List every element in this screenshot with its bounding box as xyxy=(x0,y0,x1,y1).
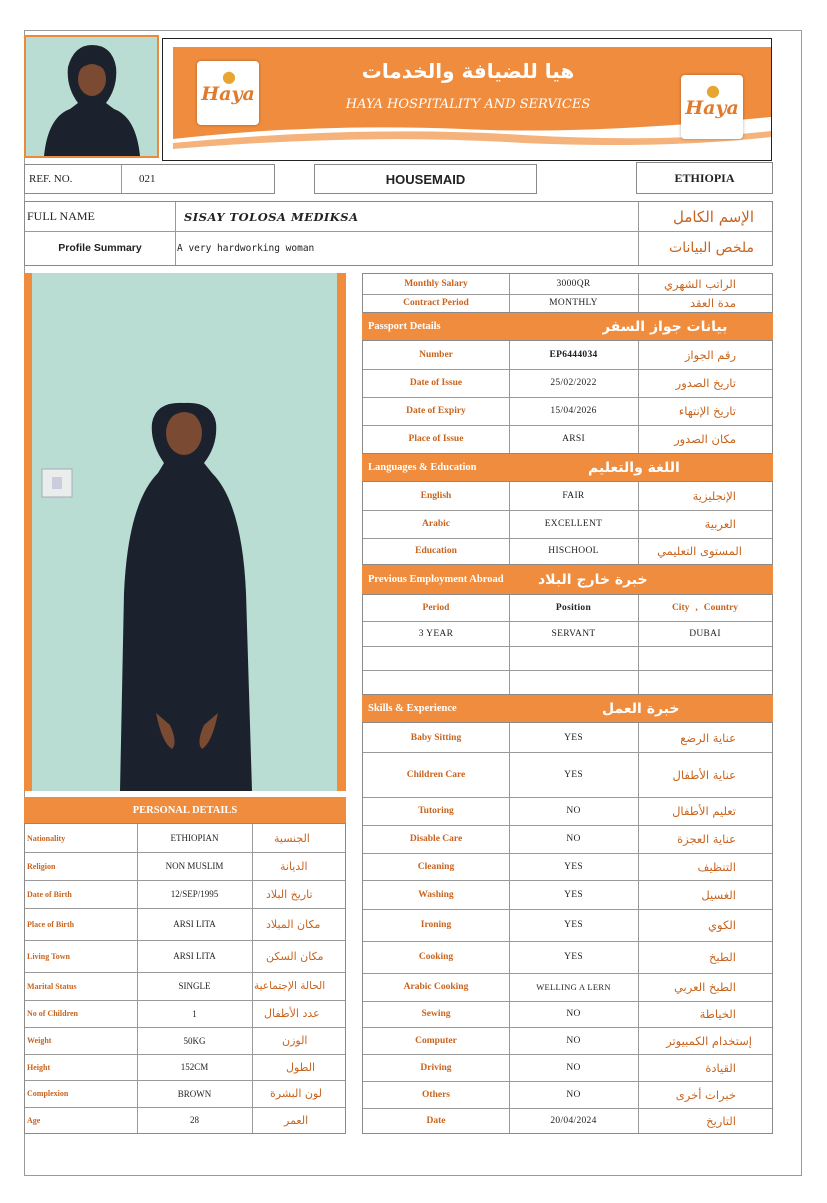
city-country-separator: , xyxy=(695,603,698,613)
name-summary-box xyxy=(24,201,773,266)
cleaning-arabic: التنظيف xyxy=(697,859,736,874)
passport-number-value: EP6444034 xyxy=(549,350,598,360)
age-arabic: العمر xyxy=(284,1113,309,1127)
profile-summary-label: Profile Summary xyxy=(58,242,142,254)
children-count-label: No of Children xyxy=(27,1009,78,1018)
expiry-date-value: 15/04/2026 xyxy=(550,406,597,416)
marital-status-arabic: الحالة الإجتماعية xyxy=(254,980,326,992)
living-town-label: Living Town xyxy=(27,951,70,961)
tutoring-arabic: تعليم الأطفال xyxy=(672,804,736,818)
driving-arabic: القيادة xyxy=(705,1060,736,1075)
contract-period-label: Contract Period xyxy=(403,298,469,308)
expiry-date-label: Date of Expiry xyxy=(406,406,466,416)
nationality-arabic: الجنسية xyxy=(274,831,310,845)
tutoring-label: Tutoring xyxy=(418,806,454,816)
ref-value: 021 xyxy=(139,173,156,185)
arabic-cooking-value: WELLING A LERN xyxy=(536,982,611,992)
employment-header xyxy=(362,565,773,594)
date-of-birth-arabic: تاريخ البلاد xyxy=(266,887,313,901)
nationality-label: Nationality xyxy=(27,833,66,843)
arabic-arabic: العربية xyxy=(704,517,736,531)
logo-drop-icon: ● xyxy=(706,81,720,100)
baby-sitting-label: Baby Sitting xyxy=(410,732,462,743)
baby-sitting-arabic: عناية الرضع xyxy=(680,730,736,745)
company-name-arabic: هيا للضيافة والخدمات xyxy=(361,59,575,83)
age-value: 28 xyxy=(190,1115,199,1125)
profile-summary-arabic: ملخص البيانات xyxy=(669,240,754,256)
skills-header xyxy=(362,695,773,722)
employment-title-arabic: خبرة خارج البلاد xyxy=(538,571,648,588)
washing-value: YES xyxy=(564,889,583,900)
skills-title: Skills & Experience xyxy=(368,703,457,714)
place-of-issue-value: ARSI xyxy=(562,434,585,444)
sewing-label: Sewing xyxy=(421,1009,451,1019)
english-value: FAIR xyxy=(562,491,585,501)
ironing-arabic: الكوي xyxy=(708,918,736,932)
cleaning-label: Cleaning xyxy=(417,861,455,872)
country-column-label: Country xyxy=(703,603,739,613)
languages-title-arabic: اللغة والتعليم xyxy=(588,459,680,476)
children-count-arabic: عدد الأطفال xyxy=(264,1007,320,1020)
age-label: Age xyxy=(27,1115,41,1125)
computer-value: NO xyxy=(566,1035,581,1046)
washing-arabic: الغسيل xyxy=(701,887,736,902)
sewing-arabic: الخياطة xyxy=(699,1007,736,1021)
nationality-value: ETHIOPIAN xyxy=(170,833,219,843)
date-of-birth-label: Date of Birth xyxy=(27,889,72,899)
ironing-label: Ironing xyxy=(420,920,452,930)
languages-table xyxy=(362,481,773,565)
place-of-birth-value: ARSI LITA xyxy=(173,919,216,929)
profile-summary-value: A very hardworking woman xyxy=(177,242,315,254)
passport-header xyxy=(362,313,773,340)
passport-title: Passport Details xyxy=(368,321,441,332)
children-count-value: 1 xyxy=(192,1008,197,1019)
height-label: Height xyxy=(27,1062,51,1072)
driving-label: Driving xyxy=(420,1062,452,1073)
place-of-issue-arabic: مكان الصدور xyxy=(674,432,736,446)
full-name-arabic: الإسم الكامل xyxy=(672,207,754,226)
employment-title: Previous Employment Abroad xyxy=(368,574,504,585)
logo-drop-icon: ● xyxy=(222,67,236,86)
passport-number-arabic: رقم الجواز xyxy=(684,348,736,362)
ironing-value: YES xyxy=(564,920,583,930)
logo-left xyxy=(197,61,259,125)
place-of-issue-label: Place of Issue xyxy=(408,434,464,444)
ref-label: REF. NO. xyxy=(29,173,73,185)
languages-header xyxy=(362,454,773,481)
religion-arabic: الديانة xyxy=(280,859,308,873)
full-name-value: SISAY TOLOSA MEDIKSA xyxy=(184,209,359,224)
logo-right xyxy=(681,75,743,139)
headshot-photo xyxy=(24,35,159,158)
place-of-birth-arabic: مكان الميلاد xyxy=(266,917,321,931)
full-name-label: FULL NAME xyxy=(27,209,95,223)
personal-details-table xyxy=(24,823,346,1134)
country-value: ETHIOPIA xyxy=(636,162,773,194)
education-arabic: المستوى التعليمي xyxy=(657,544,742,558)
place-of-birth-label: Place of Birth xyxy=(27,919,75,929)
cooking-label: Cooking xyxy=(418,952,454,962)
employment-position-value: SERVANT xyxy=(551,628,596,639)
computer-label: Computer xyxy=(415,1035,457,1046)
monthly-salary-label: Monthly Salary xyxy=(404,279,468,289)
date-arabic: التاريخ xyxy=(706,1113,736,1128)
disable-care-arabic: عناية العجزة xyxy=(677,832,736,846)
employment-table xyxy=(362,594,773,695)
full-body-photo xyxy=(24,273,346,791)
expiry-date-arabic: تاريخ الإنتهاء xyxy=(678,404,736,418)
skills-title-arabic: خبرة العمل xyxy=(602,700,680,717)
weight-arabic: الوزن xyxy=(282,1034,308,1047)
company-name-english: HAYA HOSPITALITY AND SERVICES xyxy=(345,97,591,112)
marital-status-label: Marital Status xyxy=(27,981,77,991)
logo-text: Haya xyxy=(201,83,255,105)
company-banner xyxy=(162,38,772,161)
contract-box xyxy=(362,273,773,313)
others-arabic: خبرات أخرى xyxy=(675,1087,736,1102)
period-column-header: Period xyxy=(422,603,450,613)
religion-label: Religion xyxy=(27,861,56,871)
arabic-cooking-arabic: الطبخ العربي xyxy=(673,980,736,994)
arabic-cooking-label: Arabic Cooking xyxy=(403,982,469,992)
issue-date-value: 25/02/2022 xyxy=(550,378,597,388)
children-care-arabic: عناية الأطفال xyxy=(672,767,736,782)
date-value: 20/04/2024 xyxy=(550,1115,597,1126)
computer-arabic: إستخدام الكمبيوتر xyxy=(666,1033,752,1048)
complexion-arabic: لون البشرة xyxy=(270,1087,322,1100)
city-column-label: City xyxy=(671,603,690,613)
living-town-value: ARSI LITA xyxy=(173,951,216,961)
issue-date-label: Date of Issue xyxy=(409,378,463,388)
complexion-label: Complexion xyxy=(27,1089,69,1098)
cooking-arabic: الطبخ xyxy=(708,950,736,964)
children-care-value: YES xyxy=(564,769,583,780)
passport-table xyxy=(362,340,773,454)
monthly-salary-arabic: الراتب الشهري xyxy=(664,277,736,291)
cooking-value: YES xyxy=(564,952,583,962)
weight-label: Weight xyxy=(27,1036,52,1045)
disable-care-label: Disable Care xyxy=(409,834,463,844)
driving-value: NO xyxy=(566,1062,581,1073)
monthly-salary-value: 3000QR xyxy=(556,279,591,289)
date-label: Date xyxy=(426,1115,446,1126)
position-title: HOUSEMAID xyxy=(314,164,537,194)
arabic-value: EXCELLENT xyxy=(544,519,603,529)
education-value: HISCHOOL xyxy=(548,546,599,556)
baby-sitting-value: YES xyxy=(564,732,583,743)
english-arabic: الإنجليزية xyxy=(692,489,736,503)
languages-title: Languages & Education xyxy=(368,462,477,473)
children-care-label: Children Care xyxy=(406,769,466,780)
washing-label: Washing xyxy=(418,889,454,900)
sewing-value: NO xyxy=(566,1009,581,1019)
employment-city-value: DUBAI xyxy=(689,628,721,639)
others-value: NO xyxy=(566,1089,581,1100)
disable-care-value: NO xyxy=(566,834,581,844)
employment-period-value: 3 YEAR xyxy=(418,628,454,639)
living-town-arabic: مكان السكن xyxy=(266,949,324,963)
marital-status-value: SINGLE xyxy=(178,981,211,991)
city-country-column-header xyxy=(638,595,772,621)
personal-details-header: PERSONAL DETAILS xyxy=(24,797,346,823)
passport-title-arabic: بيانات جواز السفر xyxy=(602,318,728,335)
issue-date-arabic: تاريخ الصدور xyxy=(675,376,736,390)
weight-value: 50KG xyxy=(183,1035,206,1046)
logo-text: Haya xyxy=(685,97,739,119)
date-of-birth-value: 12/SEP/1995 xyxy=(170,889,219,899)
education-label: Education xyxy=(415,546,457,556)
height-arabic: الطول xyxy=(286,1060,316,1074)
religion-value: NON MUSLIM xyxy=(165,861,224,871)
tutoring-value: NO xyxy=(566,806,581,816)
height-value: 152CM xyxy=(180,1062,209,1072)
english-label: English xyxy=(420,491,452,501)
others-label: Others xyxy=(422,1089,450,1100)
cleaning-value: YES xyxy=(564,861,583,872)
skills-table xyxy=(362,722,773,1134)
arabic-label: Arabic xyxy=(422,519,450,529)
complexion-value: BROWN xyxy=(177,1088,212,1099)
contract-period-value: MONTHLY xyxy=(549,298,598,308)
contract-period-arabic: مدة العقد xyxy=(690,296,736,310)
position-column-header: Position xyxy=(555,603,592,613)
passport-number-label: Number xyxy=(419,350,453,360)
ref-box xyxy=(24,164,275,194)
